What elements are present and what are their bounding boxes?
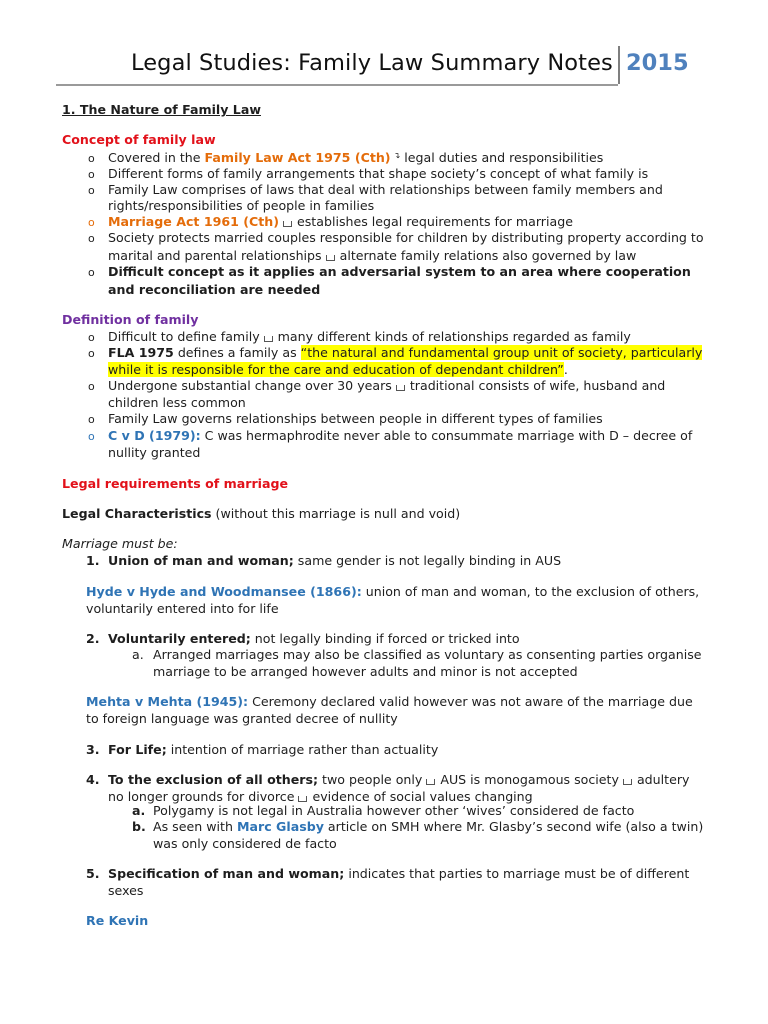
arrow-icon: [426, 779, 435, 785]
definition-bullet-5-line1: C v D (1979): C was hermaphrodite never able to consummate marriage with D – decree of: [108, 428, 693, 443]
definition-heading: Definition of family: [62, 312, 199, 327]
requirement-4-line2: no longer grounds for divorce evidence of social values changing: [108, 789, 533, 804]
list-number: 5.: [86, 866, 100, 881]
definition-bullet-3-line2: children less common: [108, 395, 246, 410]
bullet-marker: o: [88, 413, 95, 426]
requirement-1: Union of man and woman; same gender is not legally binding in AUS: [108, 553, 562, 568]
document-title: Legal Studies: Family Law Summary Notes: [131, 50, 613, 76]
requirement-2a-line2: marriage to be arranged however adults and minor is not accepted: [153, 664, 578, 679]
document-year: 2015: [626, 50, 689, 76]
requirement-5-line1: Specification of man and woman; indicates that parties to marriage must be of different: [108, 866, 690, 881]
requirement-4b-line1: As seen with Marc Glasby article on SMH where Mr. Glasby’s second wife (also a twin): [153, 819, 704, 834]
list-number: 2.: [86, 631, 100, 646]
definition-bullet-4: Family Law governs relationships between people in different types of families: [108, 411, 603, 426]
concept-bullet-3-line2: rights/responsibilities of people in families: [108, 198, 375, 213]
bullet-marker: o: [88, 347, 95, 360]
definition-bullet-5-line2: nullity granted: [108, 445, 201, 460]
bullet-marker: o: [88, 331, 95, 344]
bullet-marker: o: [88, 430, 95, 443]
header-separator: [618, 46, 620, 84]
list-number: 4.: [86, 772, 100, 787]
bullet-marker: o: [88, 184, 95, 197]
list-letter: a.: [132, 803, 146, 818]
bullet-marker: o: [88, 168, 95, 181]
concept-bullet-2: Different forms of family arrangements that shape society’s concept of what family is: [108, 166, 649, 181]
legal-characteristics: Legal Characteristics (without this marriage is null and void): [62, 506, 461, 521]
concept-bullet-6-line2: and reconciliation are needed: [108, 282, 321, 297]
concept-bullet-5-line1: Society protects married couples responsible for children by distributing property according to: [108, 230, 704, 245]
arrow-icon: [264, 336, 273, 342]
list-letter: a.: [132, 647, 144, 662]
requirement-4b-line2: was only considered de facto: [153, 836, 337, 851]
case-mehta-line1: Mehta v Mehta (1945): Ceremony declared valid however was not aware of the marriage due: [86, 694, 693, 709]
bullet-marker: o: [88, 380, 95, 393]
concept-bullet-4: Marriage Act 1961 (Cth) establishes legal requirements for marriage: [108, 214, 573, 229]
arrow-icon: [298, 796, 307, 802]
case-hyde-line2: voluntarily entered into for life: [86, 601, 279, 616]
arrow-icon: [326, 255, 335, 261]
arrow-icon: ↴: [393, 151, 401, 160]
bullet-marker: o: [88, 266, 95, 279]
bullet-marker: o: [88, 216, 95, 229]
case-hyde-line1: Hyde v Hyde and Woodmansee (1866): union of man and woman, to the exclusion of others,: [86, 584, 700, 599]
requirement-3: For Life; intention of marriage rather than actuality: [108, 742, 439, 757]
requirement-4-line1: To the exclusion of all others; two people only AUS is monogamous society adultery: [108, 772, 690, 787]
definition-bullet-3-line1: Undergone substantial change over 30 years traditional consists of wife, husband and: [108, 378, 666, 393]
arrow-icon: [283, 221, 292, 227]
list-number: 1.: [86, 553, 100, 568]
requirements-heading: Legal requirements of marriage: [62, 476, 289, 491]
requirement-5-line2: sexes: [108, 883, 144, 898]
marriage-must-be: Marriage must be:: [62, 536, 178, 551]
list-letter: b.: [132, 819, 146, 834]
bullet-marker: o: [88, 152, 95, 165]
header-rule: [56, 84, 618, 86]
concept-bullet-5-line2: marital and parental relationships alternate family relations also governed by law: [108, 248, 637, 263]
section-heading: 1. The Nature of Family Law: [62, 102, 261, 117]
list-number: 3.: [86, 742, 100, 757]
definition-bullet-1: Difficult to define family many different kinds of relationships regarded as family: [108, 329, 631, 344]
definition-bullet-2-line2: while it is responsible for the care and education of dependant children”.: [108, 362, 568, 377]
requirement-2a-line1: Arranged marriages may also be classified as voluntary as consenting parties organise: [153, 647, 702, 662]
bullet-marker: o: [88, 232, 95, 245]
requirement-4a: Polygamy is not legal in Australia however other ‘wives’ considered de facto: [153, 803, 635, 818]
requirement-2: Voluntarily entered; not legally binding if forced or tricked into: [108, 631, 520, 646]
definition-bullet-2-line1: FLA 1975 defines a family as “the natural and fundamental group unit of society, particularly: [108, 345, 703, 360]
case-re-kevin: Re Kevin: [86, 913, 149, 928]
arrow-icon: [396, 385, 405, 391]
arrow-icon: [623, 779, 632, 785]
case-mehta-line2: to foreign language was granted decree of nullity: [86, 711, 398, 726]
concept-bullet-6-line1: Difficult concept as it applies an adversarial system to an area where cooperation: [108, 264, 691, 279]
concept-heading: Concept of family law: [62, 132, 216, 147]
concept-bullet-1: Covered in the Family Law Act 1975 (Cth) ↴ legal duties and responsibilities: [108, 150, 604, 165]
concept-bullet-3-line1: Family Law comprises of laws that deal with relationships between family members and: [108, 182, 663, 197]
